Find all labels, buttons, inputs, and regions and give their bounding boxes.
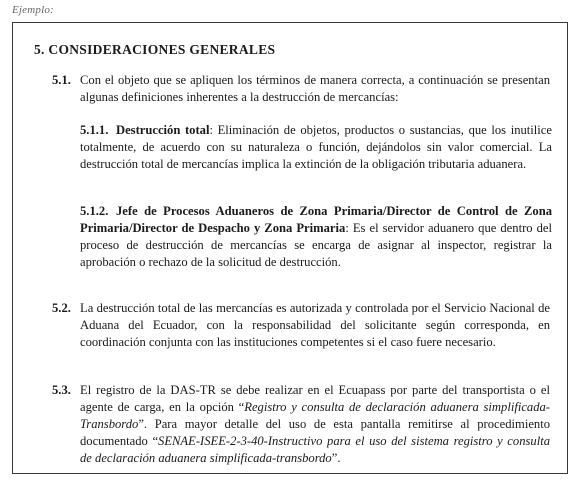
term-destruccion-total: Destrucción total [116,123,210,137]
item-text-5-2: La destrucción total de las mercancías es autorizada y controlada por el Servicio Nacional de Aduana del Ecuador, con la responsabilidad del solicitante según corresponda, en coordinación conjunta con las instituciones competentes si el caso fuere necesario. [80,301,550,349]
text-5-3-b: ”. Para mayor detalle del uso de esta pantalla remitirse al procedimiento documentado “ [80,417,550,448]
item-number-5-1: 5.1. [52,73,71,87]
text-5-3-a: El registro de la DAS-TR se debe realizar en el Ecuapass por parte del transportista o el agente de carga, en la opción “ [80,383,550,414]
item-text-5-1: Con el objeto que se apliquen los términos de manera correcta, a continuación se presentan algunas definiciones inherentes a la destrucción de mercancías: [80,73,550,104]
definition-jefe-procesos: : Es el servidor aduanero que dentro del proceso de destrucción de mercancías se encarga de asignar al inspector, registrar la aprobación o rechazo de la solicitud de destrucción. [80,221,552,269]
section-title: 5. CONSIDERACIONES GENERALES [34,42,276,57]
item-number-5-3: 5.3. [52,383,71,397]
item-number-5-1-2: 5.1.2. [80,204,109,218]
item-number-5-2: 5.2. [52,301,71,315]
item-body-5-1-1 [80,122,552,173]
item-body-5-1-2 [80,203,552,271]
option-name-italic: Registro y consulta de declaración aduanera simplificada-Transbordo [80,400,550,431]
text-5-3-c: ”. [331,451,341,465]
item-body-5-3 [80,382,550,467]
procedure-name-italic: SENAE-ISEE-2-3-40-Instructivo para el uso del sistema registro y consulta de declaración aduanera simplificada-transbordo [80,434,550,465]
term-jefe-procesos: Jefe de Procesos Aduaneros de Zona Primaria/Director de Control de Zona Primaria/Director de Despacho y Zona Primaria [80,204,552,235]
definition-destruccion-total: : Eliminación de objetos, productos o sustancias, que los inutilice totalmente, de acuerdo con su naturaleza o función, dejándolos sin valor comercial. La destrucción total de mercancías implica la extinción de la obligación tributaria aduanera. [80,123,552,171]
item-number-5-1-1: 5.1.1. [80,123,109,137]
example-caption: Ejemplo: [12,4,54,16]
